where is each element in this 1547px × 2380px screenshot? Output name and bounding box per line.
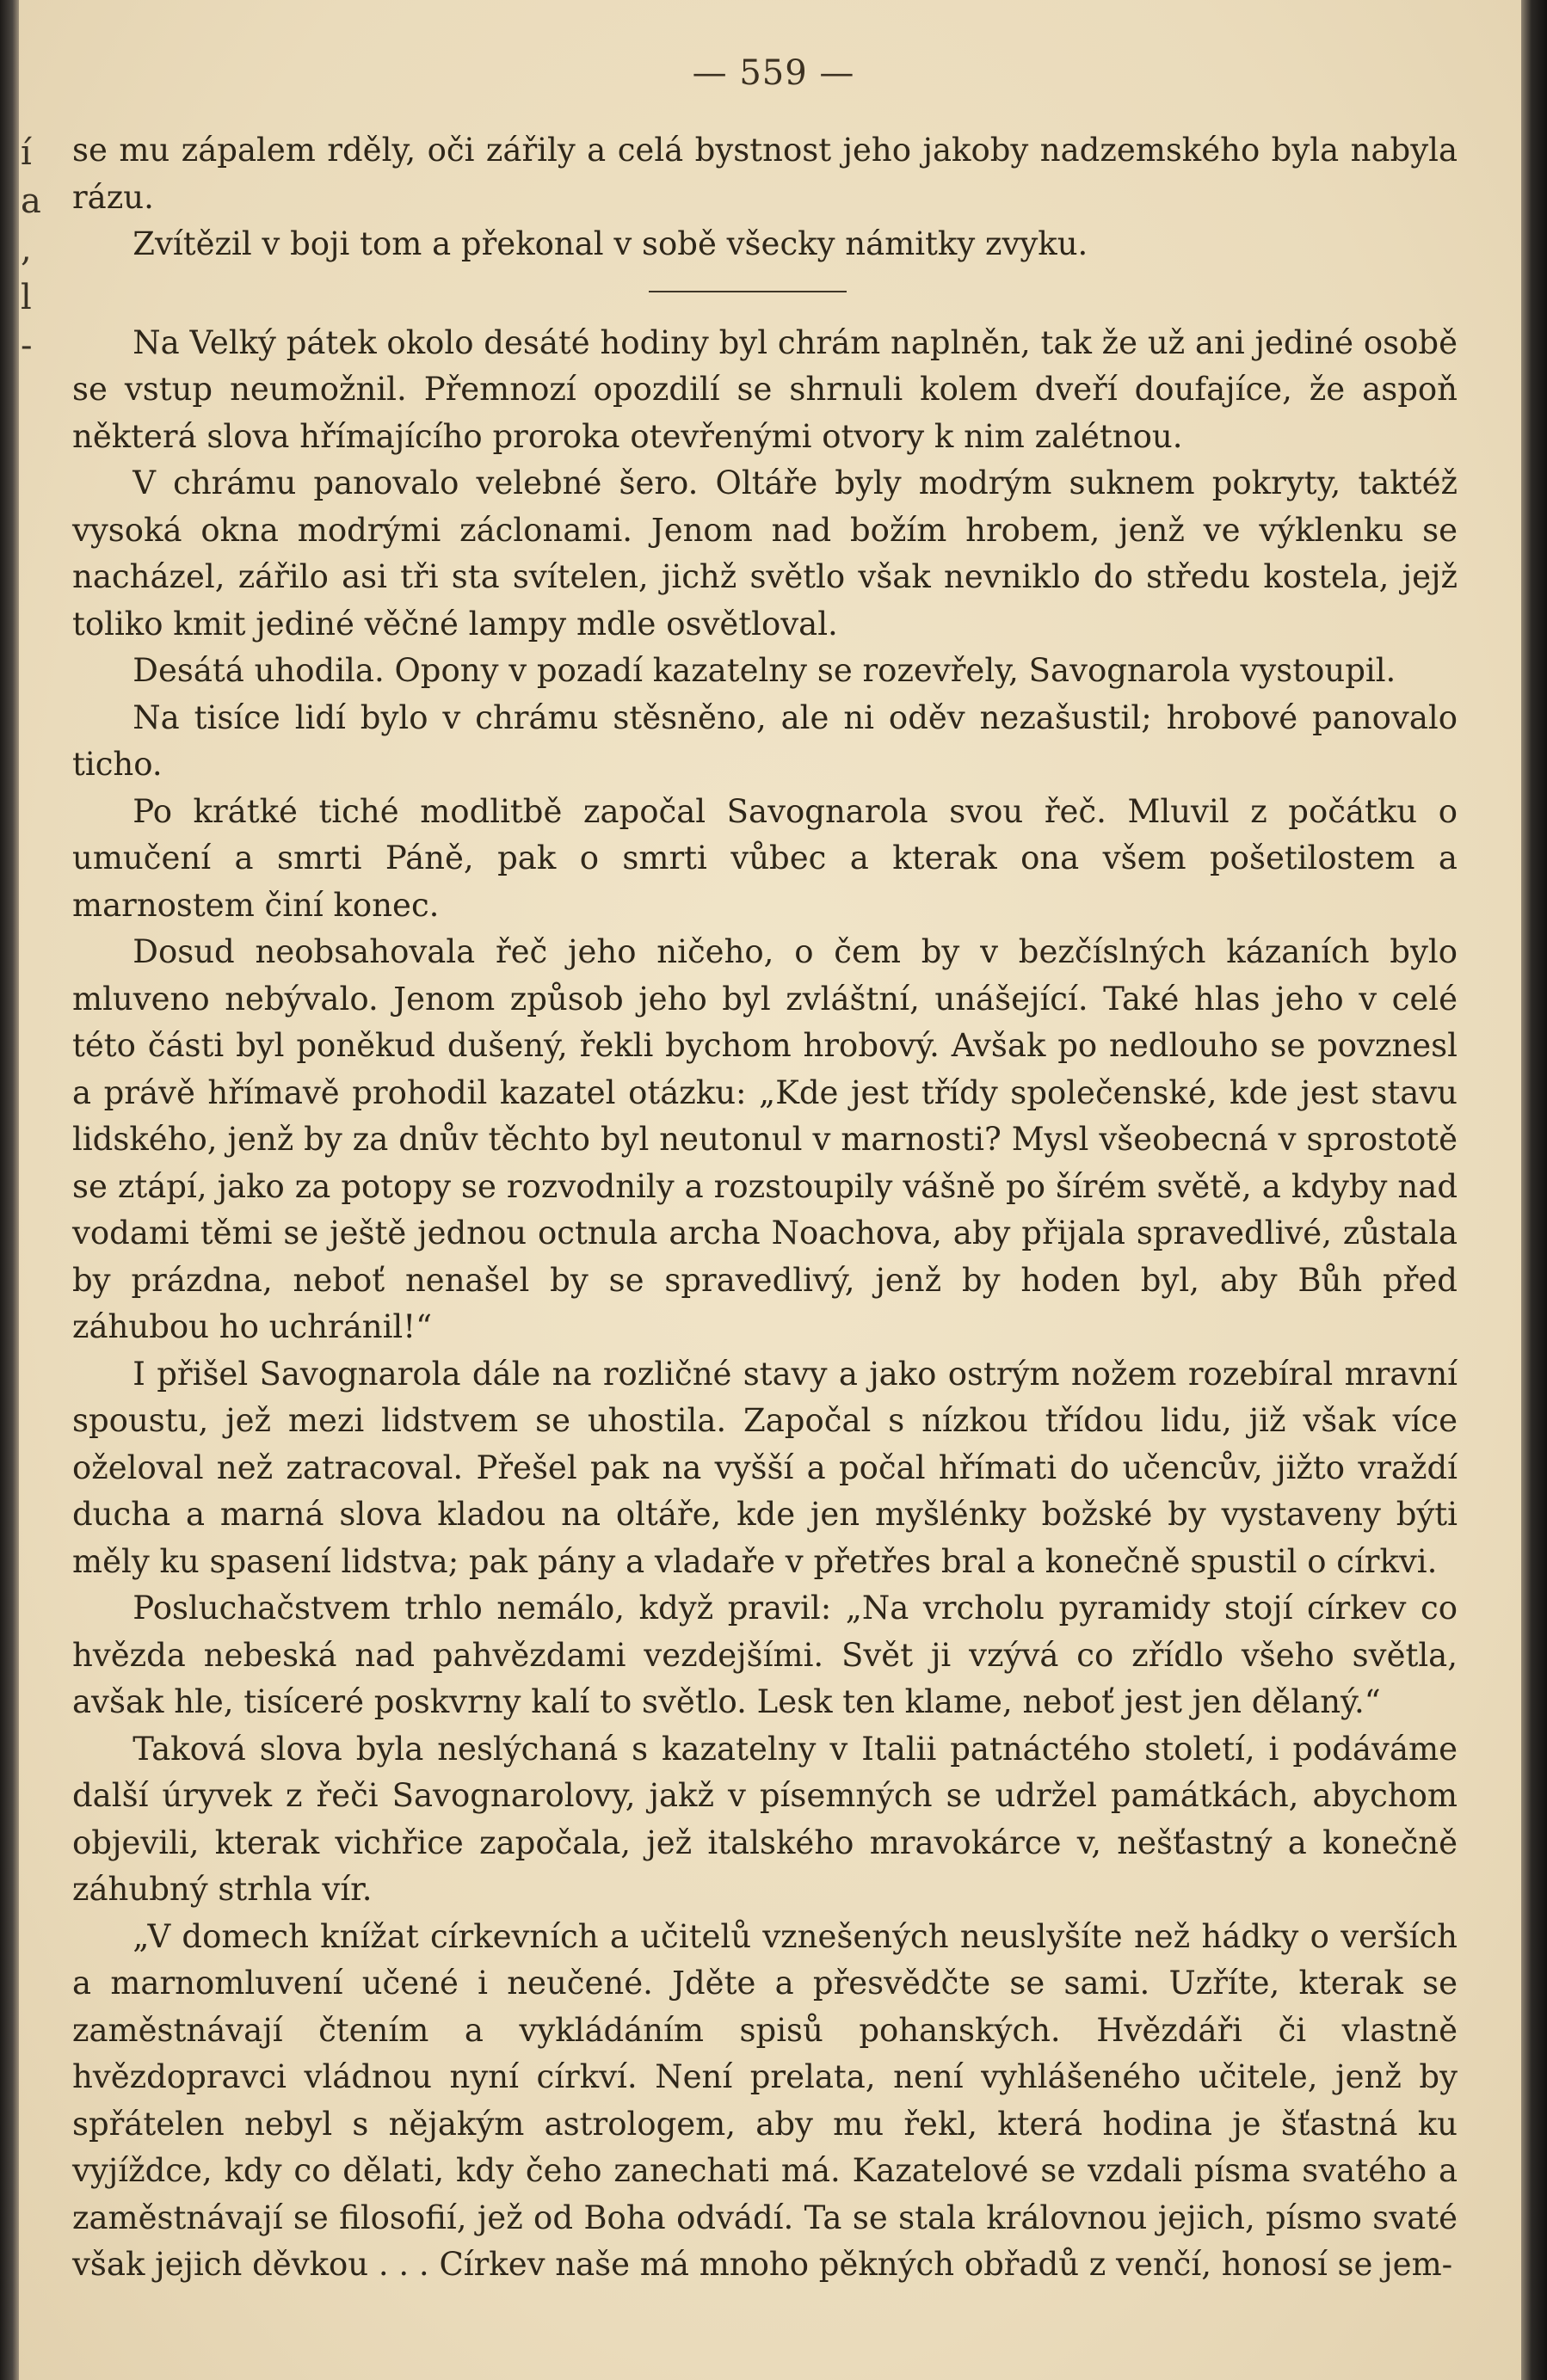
- paragraph: Desátá uhodila. Opony v pozadí kazatelny se rozevřely, Savognarola vystoupil.: [133, 652, 1396, 689]
- paragraph: Po krátké tiché modlitbě započal Savognarola svou řeč. Mluvil z počátku o umučení a smrti Páně, pak o smrti vůbec a kterak ona všem pošetilostem a marnostem činí konec.: [72, 792, 1458, 924]
- fragment: ,: [21, 230, 32, 269]
- fragment: í: [21, 133, 32, 173]
- paragraph: Na tisíce lidí bylo v chrámu stěsněno, ale ni oděv nezašustil; hrobové panovalo ticho.: [72, 698, 1458, 783]
- body-text: [72, 127, 1458, 2289]
- paragraph: se mu zápalem rděly, oči zářily a celá bystnost jeho jakoby nadzemského byla nabyla rázu.: [72, 132, 1458, 216]
- scan-right-edge: [1521, 0, 1547, 2380]
- fragment: a: [21, 181, 41, 221]
- paragraph: V chrámu panovalo velebné šero. Oltáře byly modrým suknem pokryty, taktéž vysoká okna modrými záclonami. Jenom nad božím hrobem, jenž ve výklenku se nacházel, zářilo asi tři sta svítelen, jichž světlo však nevniklo do středu kostela, jejž toliko kmit jediné věčné lampy mdle osvětloval.: [72, 464, 1458, 643]
- fragment: l: [21, 278, 32, 317]
- paragraph: Taková slova byla neslýchaná s kazatelny v Italii patnáctého století, i podáváme další úryvek z řeči Savognarolovy, jakž v písemných se udržel památkách, abychom objevili, kterak vichřice započala, jež italského mravokárce v, nešťastný a konečně záhubný strhla vír.: [72, 1730, 1458, 1908]
- paragraph: Na Velký pátek okolo desáté hodiny byl chrám naplněn, tak že už ani jediné osobě se vstup neumožnil. Přemnozí opozdilí se shrnuli kolem dveří doufajíce, že aspoň některá slova hřímajícího proroka otevřenými otvory k nim zalétnou.: [72, 323, 1458, 455]
- paragraph: I přišel Savognarola dále na rozličné stavy a jako ostrým nožem rozebíral mravní spoustu, jež mezi lidstvem se uhostila. Započal s nízkou třídou lidu, již však více oželoval než zatracoval. Přešel pak na vyšší a počal hřímati do učencův, jižto vraždí ducha a marná slova kladou na oltáře, kde jen myšlénky božské by vystaveny býti měly ku spasení lidstva; pak pány a vladaře v přetřes bral a konečně spustil o církvi.: [72, 1355, 1458, 1580]
- paragraph: Posluchačstvem trhlo nemálo, když pravil: „Na vrcholu pyramidy stojí církev co hvězda nebeská nad pahvězdami vezdejšími. Svět ji vzývá co zřídlo všeho světla, avšak hle, tisíceré poskvrny kalí to světlo. Lesk ten klame, neboť jest jen dělaný.“: [72, 1590, 1458, 1720]
- section-divider: [649, 291, 847, 292]
- paragraph: „V domech knížat církevních a učitelů vznešených neuslyšíte než hádky o verších a marnomluvení učené i neučené. Jděte a přesvědčte se sami. Uzříte, kterak se zaměstnávají čtením a vykládáním spisů pohanských. Hvězdáři či vlastně hvězdopravci vládnou nyní církví. Není prelata, není vyhlášeného učitele, jenž by spřátelen nebyl s nějakým astrologem, aby mu řekl, která hodina je šťastná ku vyjíždce, kdy co dělati, kdy čeho zanechati má. Kazatelové se vzdali písma svatého a zaměstnávají se filosofií, jež od Boha odvádí. Ta se stala královnou jejich, písmo svaté však jejich děvkou . . . Církev naše má mnoho pěkných obřadů z venčí, honosí se jem-: [72, 1917, 1458, 2283]
- fragment: -: [21, 326, 33, 366]
- page-number: — 559 —: [692, 53, 855, 93]
- adjacent-page-fragments: [21, 129, 41, 370]
- paragraph: Dosud neobsahovala řeč jeho ničeho, o čem by v bezčíslných kázaních bylo mluveno nebývalo. Jenom způsob jeho byl zvláštní, unášející. Také hlas jeho v celé této části byl poněkud dušený, řekli bychom hrobový. Avšak po nedlouho se povznesl a právě hřímavě prohodil kazatel otázku: „Kde jest třídy společenské, kde jest stavu lidského, jenž by za dnův těchto byl neutonul v marnosti? Mysl všeobecná v sprostotě se ztápí, jako za potopy se rozvodnily a rozstoupily vášně po šírém světě, a kdyby nad vodami těmi se ještě jednou octnula archa Noachova, aby přijala spravedlivé, zůstala by prázdna, neboť nenašel by se spravedlivý, jenž by hoden byl, aby Bůh před záhubou ho uchránil!“: [72, 933, 1458, 1345]
- paragraph: Zvítězil v boji tom a překonal v sobě všecky námitky zvyku.: [133, 225, 1088, 262]
